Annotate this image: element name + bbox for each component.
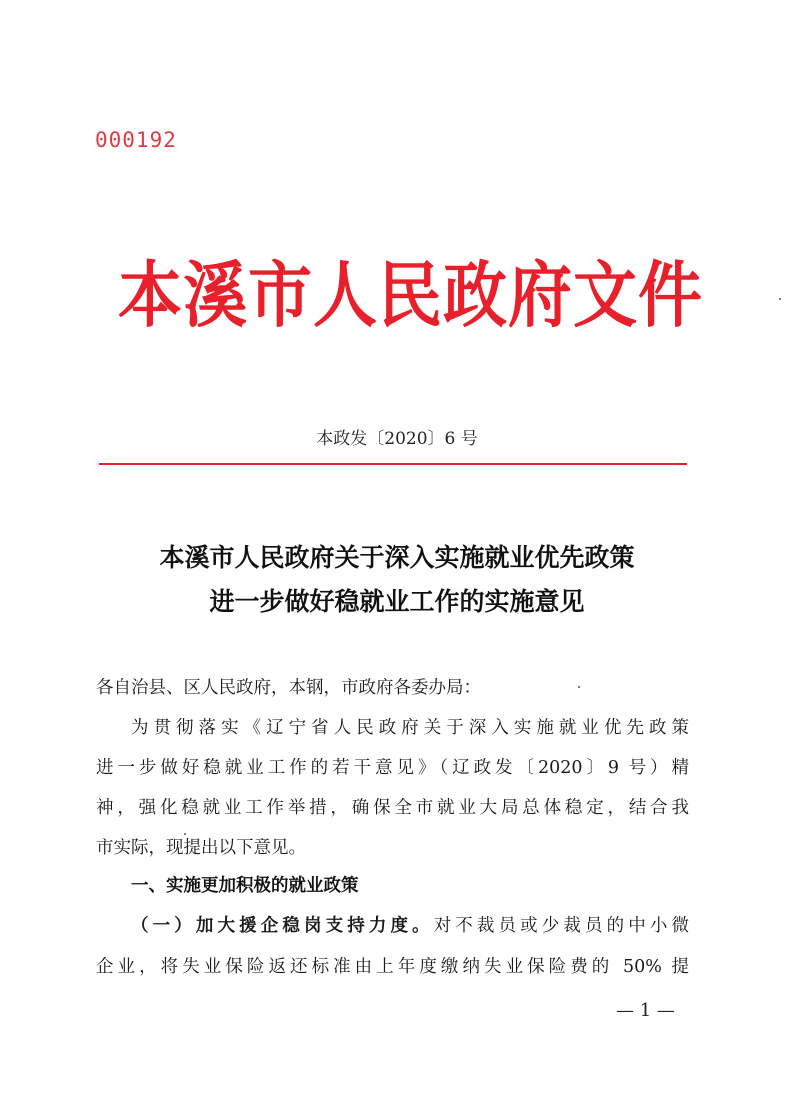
scan-speck [184,833,186,835]
masthead-title: 本溪市人民政府文件 [118,253,703,338]
page-number: — 1 — [616,1000,675,1021]
document-number: 本政发〔2020〕6 号 [316,429,478,449]
body-line-1: 为贯彻落实《辽宁省人民政府关于深入实施就业优先政策 [131,718,689,738]
sub-item-line-2: 企业，将失业保险返还标准由上年度缴纳失业保险费的 50% 提 [96,957,689,977]
serial-number: 000192 [95,128,177,152]
body-line-4: 市实际，现提出以下意见。 [96,838,306,858]
sub-item-line-1 [131,912,689,937]
document-title-line-1: 本溪市人民政府关于深入实施就业优先政策 [159,543,635,572]
section-heading: 一、实施更加积极的就业政策 [131,876,359,896]
red-separator-line [99,463,687,465]
body-line-2: 进一步做好稳就业工作的若干意见》（辽政发〔2020〕9 号）精 [96,758,689,778]
scan-speck [779,298,781,300]
document-title-line-2: 进一步做好稳就业工作的实施意见 [209,587,585,616]
sub-item-text-1: 对不裁员或少裁员的中小微 [433,916,690,936]
salutation: 各自治县、区人民政府，本钢，市政府各委办局： [96,678,481,698]
body-line-3: 神，强化稳就业工作举措，确保全市就业大局总体稳定，结合我 [96,798,689,818]
sub-item-label: （一）加大援企稳岗支持力度。 [131,916,434,936]
scan-speck [578,686,580,688]
